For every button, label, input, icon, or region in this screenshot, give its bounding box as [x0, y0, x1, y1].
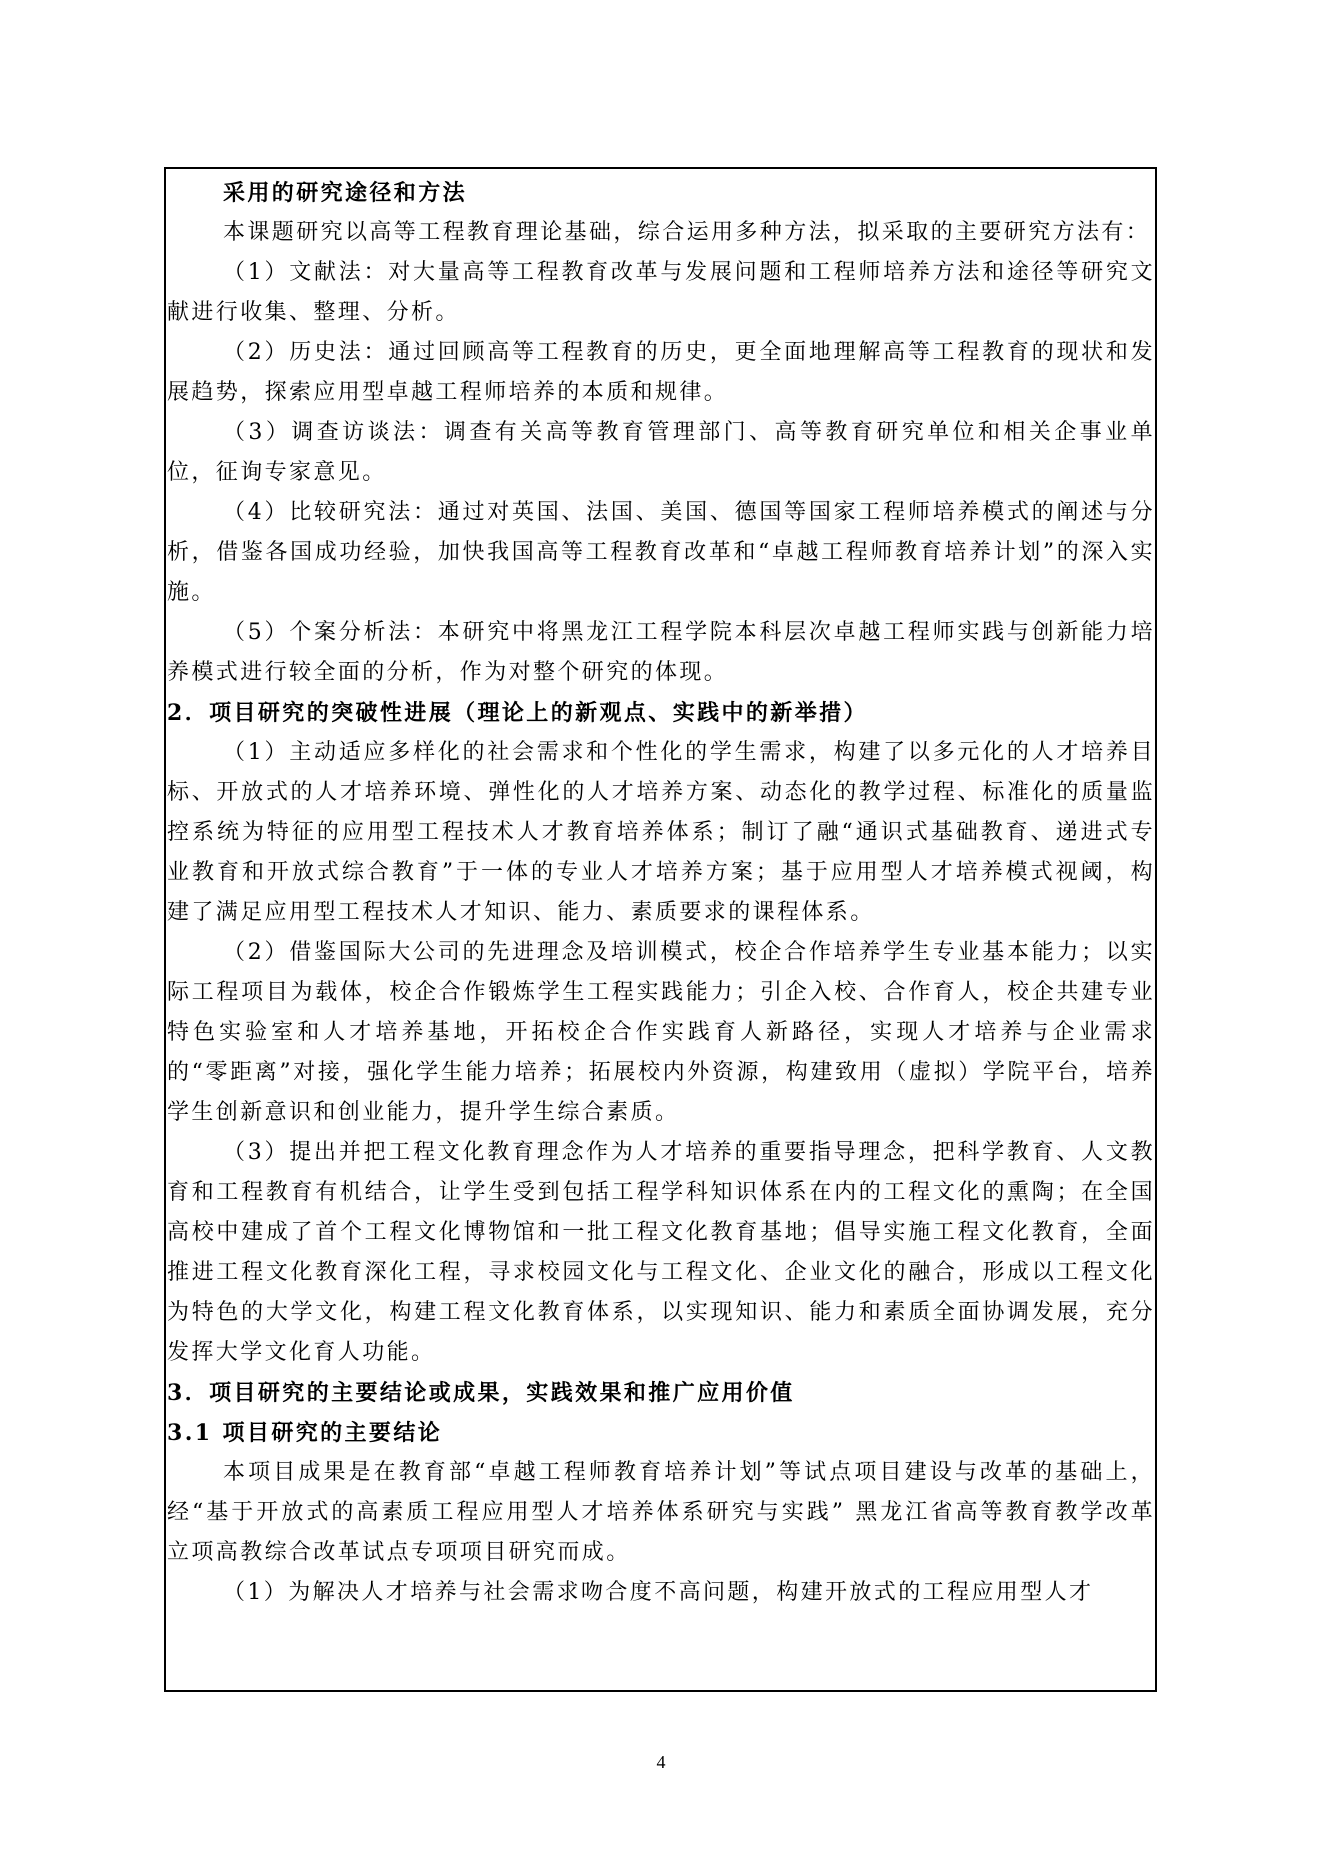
- body-paragraph: （1）主动适应多样化的社会需求和个性化的学生需求，构建了以多元化的人才培养目标、开放式的人才培养环境、弹性化的人才培养方案、动态化的教学过程、标准化的质量监控系统为特征的应用型工程技术人才教育培养体系；制订了融“通识式基础教育、递进式专业教育和开放式综合教育”于一体的专业人才培养方案；基于应用型人才培养模式视阈，构建了满足应用型工程技术人才知识、能力、素质要求的课程体系。: [167, 740, 1155, 925]
- page-number: 4: [656, 1752, 666, 1772]
- subsection-heading: 3.1 项目研究的主要结论: [167, 1420, 443, 1446]
- body-paragraph: （4）比较研究法：通过对英国、法国、美国、德国等国家工程师培养模式的阐述与分析，借鉴各国成功经验，加快我国高等工程教育改革和“卓越工程师教育培养计划”的深入实施。: [167, 500, 1155, 605]
- body-paragraph: 本课题研究以高等工程教育理论基础，综合运用多种方法，拟采取的主要研究方法有：: [223, 220, 1151, 245]
- body-paragraph: （1）文献法：对大量高等工程教育改革与发展问题和工程师培养方法和途径等研究文献进行收集、整理、分析。: [167, 260, 1155, 325]
- body-paragraph: （5）个案分析法：本研究中将黑龙江工程学院本科层次卓越工程师实践与创新能力培养模式进行较全面的分析，作为对整个研究的体现。: [167, 620, 1155, 685]
- section-heading: 3．项目研究的主要结论或成果，实践效果和推广应用价值: [167, 1380, 795, 1406]
- section-heading: 2．项目研究的突破性进展（理论上的新观点、实践中的新举措）: [167, 700, 868, 726]
- section-subheading: 采用的研究途径和方法: [223, 180, 468, 206]
- document-body: [166, 173, 1157, 1613]
- body-paragraph: （2）历史法：通过回顾高等工程教育的历史，更全面地理解高等工程教育的现状和发展趋势，探索应用型卓越工程师培养的本质和规律。: [167, 340, 1155, 405]
- body-paragraph: （3）提出并把工程文化教育理念作为人才培养的重要指导理念，把科学教育、人文教育和工程教育有机结合，让学生受到包括工程学科知识体系在内的工程文化的熏陶；在全国高校中建成了首个工程文化博物馆和一批工程文化教育基地；倡导实施工程文化教育，全面推进工程文化教育深化工程，寻求校园文化与工程文化、企业文化的融合，形成以工程文化为特色的大学文化，构建工程文化教育体系，以实现知识、能力和素质全面协调发展，充分发挥大学文化育人功能。: [167, 1140, 1155, 1365]
- body-paragraph: （3）调查访谈法：调查有关高等教育管理部门、高等教育研究单位和相关企事业单位，征询专家意见。: [167, 420, 1155, 485]
- content-table-cell: [164, 167, 1157, 1692]
- body-paragraph: （2）借鉴国际大公司的先进理念及培训模式，校企合作培养学生专业基本能力；以实际工程项目为载体，校企合作锻炼学生工程实践能力；引企入校、合作育人，校企共建专业特色实验室和人才培养基地，开拓校企合作实践育人新路径，实现人才培养与企业需求的“零距离”对接，强化学生能力培养；拓展校内外资源，构建致用（虚拟）学院平台，培养学生创新意识和创业能力，提升学生综合素质。: [167, 940, 1155, 1125]
- body-paragraph: （1）为解决人才培养与社会需求吻合度不高问题，构建开放式的工程应用型人才: [223, 1580, 1094, 1605]
- body-paragraph: 本项目成果是在教育部“卓越工程师教育培养计划”等试点项目建设与改革的基础上，经“基于开放式的高素质工程应用型人才培养体系研究与实践” 黑龙江省高等教育教学改革立项高教综合改革试点专项项目研究而成。: [167, 1460, 1155, 1565]
